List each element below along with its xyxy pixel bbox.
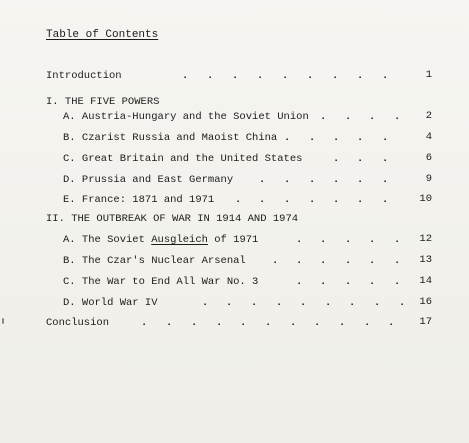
toc-entry-soviet-ausgleich [63,232,432,248]
toc-entry-label: D. Prussia and East Germany [63,174,234,186]
leader-dot: . [394,255,401,267]
leader-dot: . [333,174,340,186]
toc-entry-page: 14 [419,275,432,287]
toc-entry-conclusion [46,315,432,331]
toc-entry-label-underlined: Ausgleich [151,234,208,246]
leader-dot: . [309,174,316,186]
toc-entry-page: 16 [419,296,432,308]
leader-dot: . [320,111,327,123]
leader-dot: . [345,234,352,246]
toc-entry-label: D. World War IV [63,297,158,309]
toc-entry-page: 17 [419,316,432,328]
leader-dot: . [374,297,381,309]
leader-dot: . [232,70,239,82]
leader-dot: . [325,297,332,309]
toc-section-five-powers [46,94,432,110]
leader-dot: . [251,297,258,309]
toc-entry-page: 9 [425,173,432,185]
toc-entry-label: B. Czarist Russia and Maoist China [63,132,278,144]
toc-entry-austria-hungary [63,109,432,125]
leader-dot: . [284,194,291,206]
leader-dot: . [182,70,189,82]
leader-dot: . [345,276,352,288]
leader-dot: . [382,194,389,206]
leader-dot: . [382,153,389,165]
toc-entry-page: 1 [425,69,432,81]
leader-dot: . [320,276,327,288]
leader-dot: . [309,132,316,144]
leader-dot: . [349,297,356,309]
leader-dot: . [300,297,307,309]
leader-dot: . [259,194,266,206]
toc-entry-label [63,232,258,248]
leader-dot: . [309,194,316,206]
leader-dot: . [333,194,340,206]
toc-entry-introduction [46,68,432,84]
toc-entry-page: 2 [425,110,432,122]
toc-entry-label: E. France: 1871 and 1971 [63,194,215,206]
leader-dot: . [388,317,395,329]
toc-entry-label: II. THE OUTBREAK OF WAR IN 1914 AND 1974 [46,213,299,225]
leader-dot: . [369,234,376,246]
leader-dot: . [314,317,321,329]
toc-entry-france [63,192,432,208]
leader-dot: . [399,297,406,309]
leader-dot: . [259,174,266,186]
leader-dot: . [357,132,364,144]
paper-speck [2,318,4,324]
leader-dot: . [290,317,297,329]
leader-dot: . [284,132,291,144]
toc-entry-label: Conclusion [46,317,110,329]
toc-entry-label: A. Austria-Hungary and the Soviet Union [63,111,309,123]
leader-dot: . [296,234,303,246]
leader-dot: . [394,111,401,123]
leader-dot: . [307,70,314,82]
leader-dot: . [207,70,214,82]
leader-dot: . [369,276,376,288]
leader-dot: . [296,255,303,267]
toc-entry-page: 13 [419,254,432,266]
leader-dot: . [284,174,291,186]
toc-entry-war-to-end-all-war [63,274,432,290]
leader-dot: . [369,111,376,123]
leader-dot: . [357,174,364,186]
leader-dot: . [345,255,352,267]
leader-dot: . [382,174,389,186]
toc-entry-world-war-iv [63,295,432,311]
toc-entry-label-prefix: A. The Soviet [63,234,152,246]
toc-entry-label: Introduction [46,70,122,82]
leader-dot: . [226,297,233,309]
leader-dot: . [166,317,173,329]
toc-entry-page: 12 [419,233,432,245]
toc-entry-label: I. THE FIVE POWERS [46,96,160,108]
toc-section-outbreak-of-war [46,211,432,227]
leader-dot: . [364,317,371,329]
leader-dot: . [357,70,364,82]
leader-dot: . [240,317,247,329]
toc-entry-nuclear-arsenal [63,253,432,269]
leader-dot: . [320,255,327,267]
toc-entry-page: 6 [425,152,432,164]
leader-dot: . [282,70,289,82]
leader-dot: . [191,317,198,329]
leader-dot: . [369,255,376,267]
leader-dot: . [394,234,401,246]
leader-dot: . [202,297,209,309]
leader-dot: . [345,111,352,123]
leader-dot: . [216,317,223,329]
toc-entry-great-britain [63,151,432,167]
toc-entry-prussia [63,172,432,188]
leader-dot: . [357,194,364,206]
leader-dot: . [296,276,303,288]
toc-heading: Table of Contents [46,29,159,41]
leader-dot: . [141,317,148,329]
leader-dot: . [333,132,340,144]
leader-dot: . [257,70,264,82]
leader-dot: . [333,153,340,165]
leader-dot: . [272,255,279,267]
leader-dot: . [332,70,339,82]
toc-entry-label: B. The Czar's Nuclear Arsenal [63,255,246,267]
leader-dot: . [320,234,327,246]
leader-dot: . [357,153,364,165]
toc-entry-page: 4 [425,131,432,143]
toc-entry-label: C. The War to End All War No. 3 [63,276,259,288]
leader-dot: . [276,297,283,309]
toc-entry-page: 10 [419,193,432,205]
toc-entry-czarist-russia [63,130,432,146]
leader-dot: . [382,132,389,144]
leader-dot: . [265,317,272,329]
leader-dot: . [235,194,242,206]
toc-entry-label-suffix: of 1971 [207,234,259,246]
toc-entry-label: C. Great Britain and the United States [63,153,303,165]
leader-dot: . [339,317,346,329]
leader-dot: . [394,276,401,288]
leader-dot: . [382,70,389,82]
